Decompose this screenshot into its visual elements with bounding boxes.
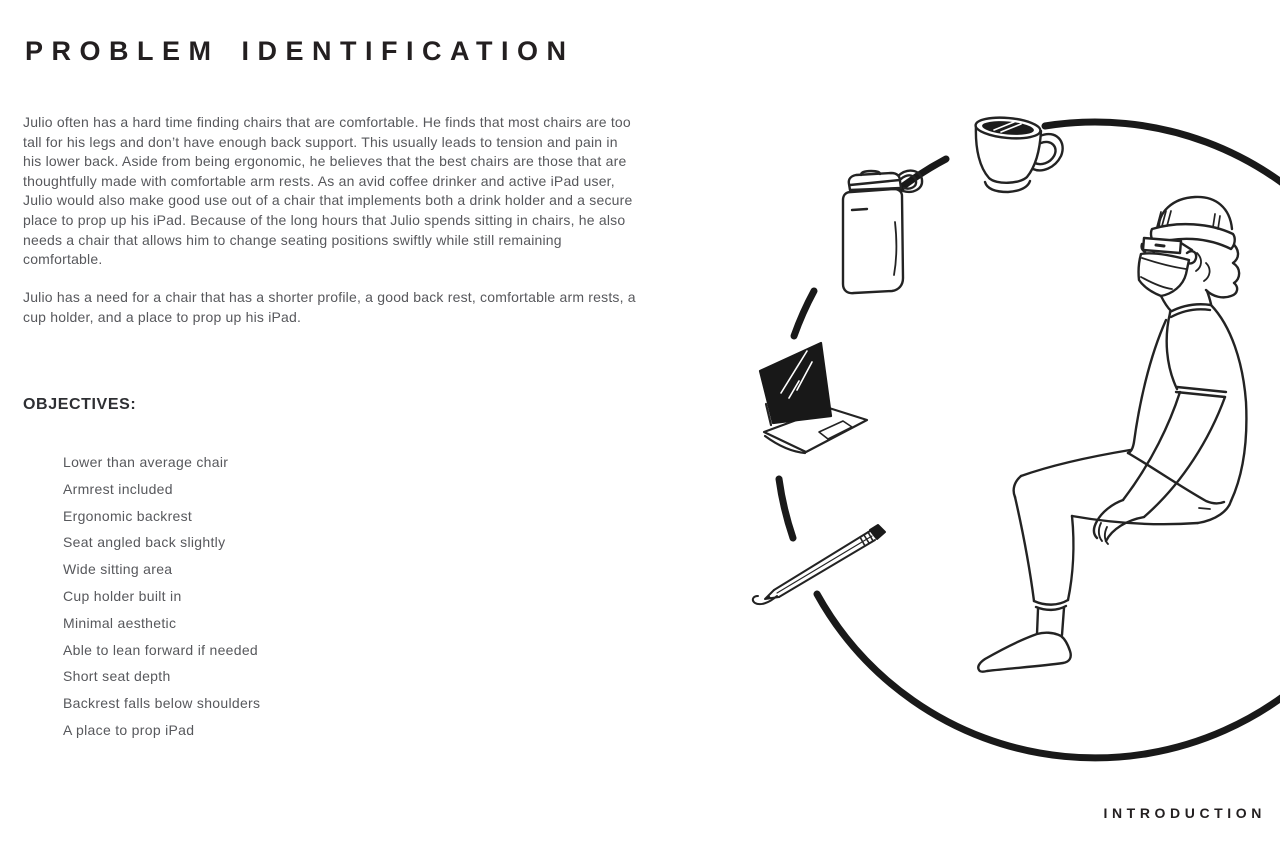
objective-item: Lower than average chair: [63, 454, 229, 470]
forehead: [1153, 245, 1158, 254]
hair: [1196, 242, 1239, 297]
objectives-list: [63, 449, 260, 744]
tablet-with-keyboard-icon: [760, 343, 867, 453]
circle-outline: [779, 122, 1280, 758]
t-shirt: [1128, 304, 1246, 523]
objective-item: Backrest falls below shoulders: [63, 695, 261, 712]
legs-and-shoe: [978, 450, 1198, 672]
nose: [1142, 244, 1145, 252]
water-bottle-icon: [843, 171, 922, 294]
coffee-mug-icon: [975, 115, 1063, 192]
objective-item: Ergonomic backrest: [63, 507, 193, 524]
neck: [1161, 291, 1211, 311]
glasses: [1143, 238, 1192, 253]
seated-person-icon: [978, 197, 1246, 672]
objective-item: Minimal aesthetic: [63, 614, 177, 631]
objective-item: A place to prop iPad: [63, 721, 195, 738]
objective-item: Armrest included: [63, 480, 173, 497]
objective-item: Wide sitting area: [63, 561, 173, 578]
objective-item: Seat angled back slightly: [63, 534, 226, 551]
objective-item: Short seat depth: [63, 668, 171, 685]
intro-paragraph-2: Julio has a need for a chair that has a shorter profile, a good back rest, comfortable arm rests, a cup holder, and a place to prop up his iPad.: [23, 289, 636, 325]
page-title: PROBLEM IDENTIFICATION: [25, 36, 575, 66]
face-mask: [1139, 253, 1189, 296]
ear: [1187, 251, 1196, 263]
section-footer-label: INTRODUCTION: [1103, 805, 1266, 821]
intro-paragraph-1: Julio often has a hard time finding chairs that are comfortable. He finds that most chairs are too tall for his legs and don’t have enough back support. This usually leads to tension and pain in his lower back. Aside from being ergonomic, he believes that the best chairs are those that are thoughtfully made with comfortable arm rests. As an avid coffee drinker and active iPad user, Julio would also make good use out of a chair that implements both a drink holder and a secure place to prop up his iPad. Because of the long hours that Julio spends sitting in chairs, he also needs a chair that allows him to change seating positions swiftly while still remaining comfortable.: [23, 114, 633, 268]
objective-item: Cup holder built in: [63, 587, 182, 604]
objective-item: Able to lean forward if needed: [63, 641, 259, 658]
pencil-icon: [753, 525, 885, 604]
arm-and-hand: [1094, 392, 1225, 544]
objectives-heading: OBJECTIVES:: [23, 396, 137, 413]
beanie-hat: [1151, 197, 1235, 249]
